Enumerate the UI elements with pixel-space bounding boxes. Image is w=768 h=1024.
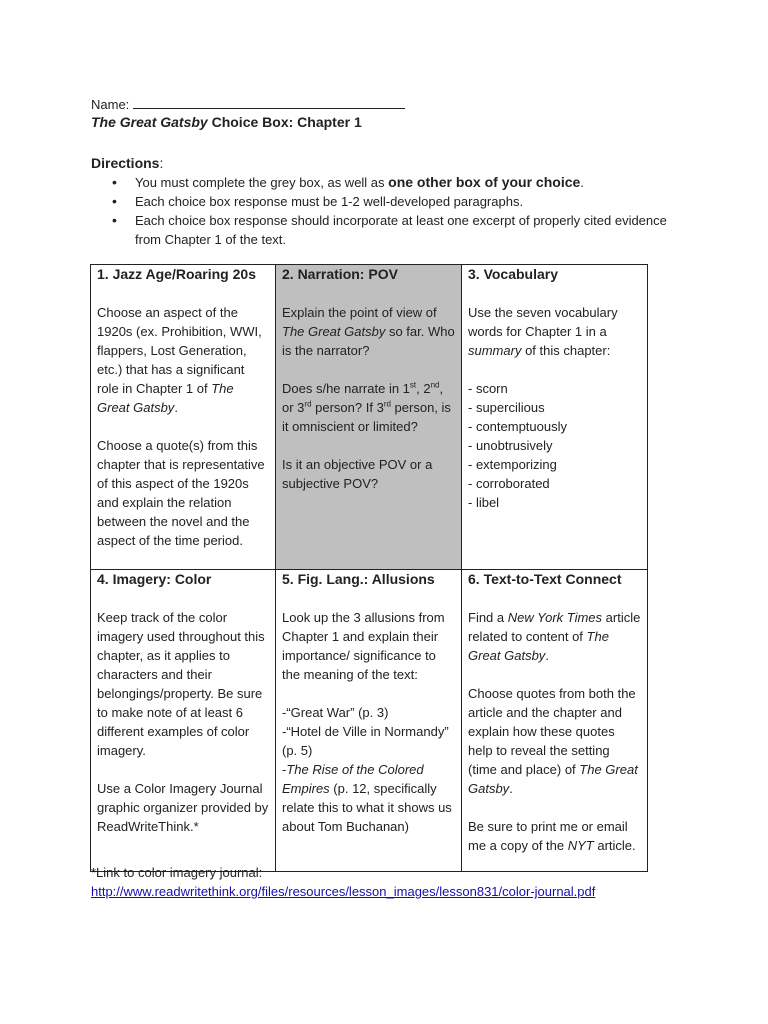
box-vocabulary: [462, 265, 648, 570]
name-line: [91, 94, 691, 113]
box-text: Find a New York Times article related to content of The Great Gatsby.: [468, 610, 641, 663]
worksheet-header: [91, 94, 691, 249]
directions-list: [91, 173, 691, 249]
box-text: Choose quotes from both the article and the chapter and explain how these quotes help to reveal the setting (time and place) of The Great Gatsby.: [468, 686, 638, 796]
color-journal-link[interactable]: http://www.readwritethink.org/files/resources/lesson_images/lesson831/color-journal.pdf: [91, 884, 596, 899]
page-title: [91, 113, 691, 132]
vocab-word: - scorn: [468, 381, 508, 396]
box-text: Be sure to print me or email me a copy of the NYT article.: [468, 819, 636, 853]
box-text: Use the seven vocabulary words for Chapter 1 in a summary of this chapter:: [468, 305, 618, 358]
vocab-word: - supercilious: [468, 400, 545, 415]
allusion-item: -“Hotel de Ville in Normandy” (p. 5): [282, 724, 449, 758]
box-text: Explain the point of view of The Great Gatsby so far. Who is the narrator?: [282, 305, 455, 358]
list-item: • Each choice box response must be 1-2 well-developed paragraphs.: [135, 192, 691, 211]
title-rest: Choice Box: Chapter 1: [207, 114, 362, 130]
box-text: Choose an aspect of the 1920s (ex. Prohibition, WWI, flappers, Lost Generation, etc.) that has a significant role in Chapter 1 of The Great Gatsby.: [97, 305, 262, 415]
box-text: Keep track of the color imagery used throughout this chapter, as it applies to characters and their belongings/property. Be sure to make note of at least 6 different examples of color imagery.: [97, 610, 265, 758]
list-item: • Each choice box response should incorporate at least one excerpt of properly cited evidence from Chapter 1 of the text.: [135, 211, 691, 249]
box-text: Use a Color Imagery Journal graphic organizer provided by ReadWriteThink.*: [97, 781, 269, 834]
directions-label: Directions: [91, 155, 160, 171]
footer-note: [91, 863, 595, 901]
vocab-word: - libel: [468, 495, 500, 510]
box-heading: 4. Imagery: Color: [97, 571, 212, 587]
choice-box-table: [90, 264, 648, 872]
allusion-item: -The Rise of the Colored Empires (p. 12, specifically relate this to what it shows us about Tom Buchanan): [282, 762, 452, 834]
box-text: Choose a quote(s) from this chapter that is representative of this aspect of the 1920s and explain the relation between the novel and the aspect of the time period.: [97, 438, 265, 548]
box-heading: 5. Fig. Lang.: Allusions: [282, 571, 435, 587]
name-label: Name:: [91, 97, 130, 112]
list-item: • You must complete the grey box, as well as one other box of your choice.: [135, 173, 691, 192]
vocab-word: - unobtrusively: [468, 438, 553, 453]
directions-heading: Directions:: [91, 155, 164, 171]
vocab-word: - extemporizing: [468, 457, 557, 472]
box-allusions: [276, 570, 462, 872]
box-text: Look up the 3 allusions from Chapter 1 and explain their importance/ significance to the meaning of the text:: [282, 610, 445, 682]
box-text: Is it an objective POV or a subjective POV?: [282, 457, 433, 491]
box-heading: 1. Jazz Age/Roaring 20s: [97, 266, 256, 282]
vocab-word: - contemptuously: [468, 419, 567, 434]
box-heading: 2. Narration: POV: [282, 266, 398, 282]
box-text-to-text: [462, 570, 648, 872]
name-blank[interactable]: [133, 94, 405, 109]
footnote-text: *Link to color imagery journal:: [91, 865, 263, 880]
box-heading: 6. Text-to-Text Connect: [468, 571, 622, 587]
vocab-word: - corroborated: [468, 476, 550, 491]
box-imagery-color: [91, 570, 276, 872]
box-narration-pov: [276, 265, 462, 570]
title-book: The Great Gatsby: [91, 114, 208, 130]
box-heading: 3. Vocabulary: [468, 266, 559, 282]
box-text: Does s/he narrate in 1st, 2nd, or 3rd person? If 3rd person, is it omniscient or limited?: [282, 380, 451, 434]
box-jazz-age: [91, 265, 276, 570]
allusion-item: -“Great War” (p. 3): [282, 705, 389, 720]
